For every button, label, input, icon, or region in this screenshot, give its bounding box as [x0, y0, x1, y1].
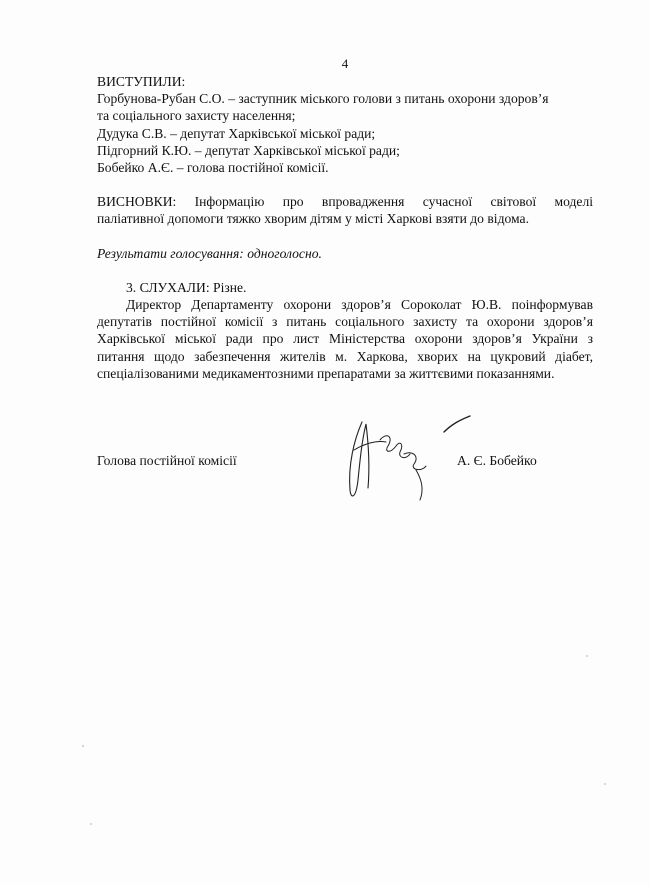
speaker-line: та соціального захисту населення; — [97, 108, 296, 124]
item3-heard: 3. СЛУХАЛИ: Різне. — [126, 279, 247, 295]
scan-speck — [82, 745, 84, 747]
vote-result: Результати голосування: одноголосно. — [97, 245, 322, 261]
speaker-line: Дудука С.В. – депутат Харківської міської ради; — [97, 125, 376, 141]
item3-line: Харківської міської ради про лист Міністерства охорони здоров’я України з — [97, 331, 593, 347]
item3-section — [97, 279, 593, 382]
signature-block — [97, 453, 577, 493]
signatory-name: А. Є. Бобейко — [457, 453, 537, 468]
signatory-title: Голова постійної комісії — [97, 453, 237, 468]
speaker-line: Горбунова-Рубан С.О. – заступник міського голови з питань охорони здоров’я — [97, 91, 549, 107]
conclusions-line: ВИСНОВКИ: Інформацію про впровадження сучасної світової моделі — [97, 194, 593, 210]
item3-line: Директор Департаменту охорони здоров’я Сороколат Ю.В. поінформував — [126, 297, 593, 313]
speakers-section — [97, 73, 593, 176]
item3-line: спеціалізованими медикаментозними препаратами за життєвими показаннями. — [97, 365, 555, 381]
conclusions-section — [97, 193, 593, 227]
scan-speck — [90, 823, 92, 825]
item3-line: депутатів постійної комісії з питань соціального захисту та охорони здоров’я — [97, 314, 593, 330]
speaker-line: Підгорний К.Ю. – депутат Харківської міської ради; — [97, 142, 400, 158]
scan-speck — [586, 655, 588, 657]
document-body — [97, 73, 593, 382]
page-number: 4 — [341, 56, 349, 71]
item3-line: питання щодо забезпечення жителів м. Харкова, хворих на цукровий діабет, — [97, 348, 593, 364]
scan-speck — [604, 783, 606, 785]
speaker-line: Бобейко А.Є. – голова постійної комісії. — [97, 160, 329, 176]
speakers-heading: ВИСТУПИЛИ: — [97, 74, 186, 89]
conclusions-line: паліативної допомоги тяжко хворим дітям у місті Харкові взяти до відома. — [97, 211, 529, 227]
